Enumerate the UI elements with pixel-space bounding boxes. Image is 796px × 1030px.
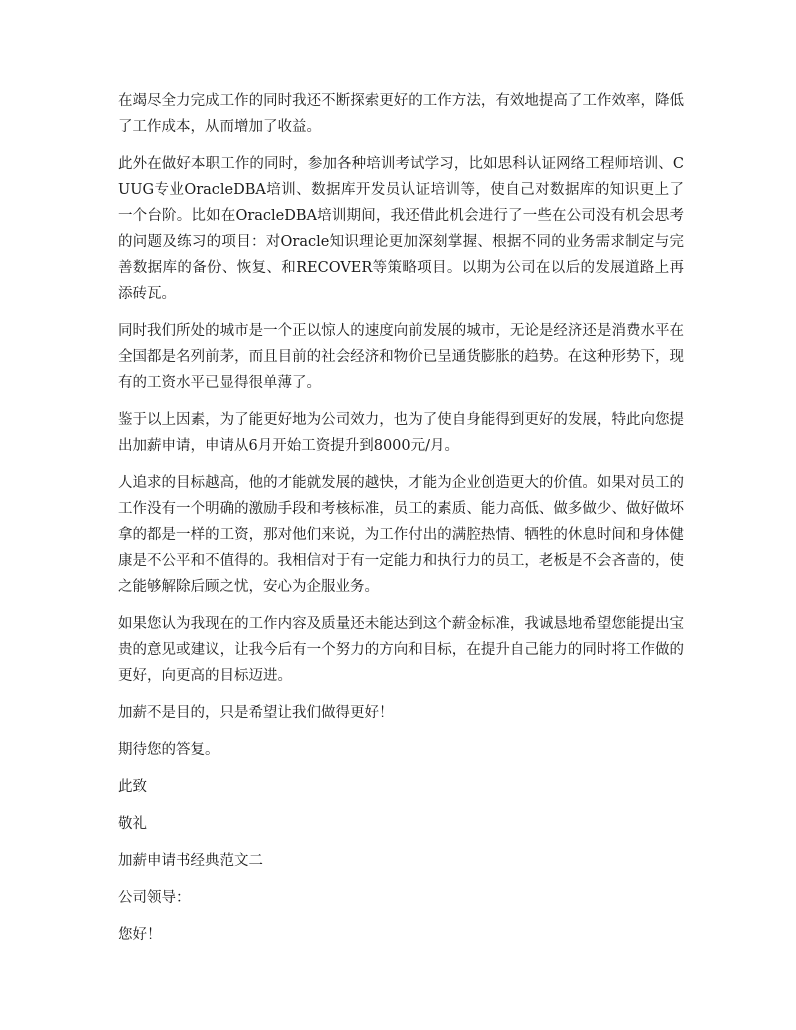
paragraph-city-economy: 同时我们所处的城市是一个正以惊人的速度向前发展的城市，无论是经济还是消费水平在全国都是名列前茅，而且目前的社会经济和物价已呈通货膨胀的趋势。在这种形势下，现有的工资水平已显得很单薄了。	[118, 323, 684, 391]
paragraph-raise-request: 鉴于以上因素，为了能更好地为公司效力，也为了使自身能得到更好的发展，特此向您提出加薪申请，申请从6月开始工资提升到8000元/月。	[118, 412, 684, 454]
paragraph-training: 此外在做好本职工作的同时，参加各种培训考试学习，比如思科认证网络工程师培训、CUUG专业OracleDBA培训、数据库开发员认证培训等，使自己对数据库的知识更上了一个台阶。比如在OracleDBA培训期间，我还借此机会进行了一些在公司没有机会思考的问题及练习的项目：对Oracle知识理论更加深刻掌握、根据不同的业务需求制定与完善数据库的备份、恢复、和RECOVER等策略项目。以期为公司在以后的发展道路上再添砖瓦。	[118, 156, 684, 302]
closing-jingli: 敬礼	[118, 816, 147, 832]
paragraph-purpose: 加薪不是目的，只是希望让我们做得更好！	[118, 705, 394, 721]
closing-cizhi: 此致	[118, 779, 147, 795]
document-page	[118, 88, 684, 959]
paragraph-await-reply: 期待您的答复。	[118, 742, 220, 758]
paragraph-feedback: 如果您认为我现在的工作内容及质量还未能达到这个薪金标准，我诚恳地希望您能提出宝贵的意见或建议，让我今后有一个努力的方向和目标，在提升自己能力的同时将工作做的更好，向更高的目标迈进。	[118, 616, 684, 684]
salutation-recipient: 公司领导：	[118, 890, 191, 906]
salutation-greeting: 您好！	[118, 927, 162, 943]
paragraph-efficiency: 在竭尽全力完成工作的同时我还不断探索更好的工作方法，有效地提高了工作效率，降低了工作成本，从而增加了收益。	[118, 93, 684, 135]
paragraph-goals: 人追求的目标越高，他的才能就发展的越快，才能为企业创造更大的价值。如果对员工的工作没有一个明确的激励手段和考核标准，员工的素质、能力高低、做多做少、做好做坏拿的都是一样的工资，那对他们来说，为工作付出的满腔热情、牺牲的休息时间和身体健康是不公平和不值得的。我相信对于有一定能力和执行力的员工，老板是不会吝啬的，使之能够解除后顾之忧，安心为企服业务。	[118, 475, 684, 595]
section-title-sample-two: 加薪申请书经典范文二	[118, 853, 263, 869]
